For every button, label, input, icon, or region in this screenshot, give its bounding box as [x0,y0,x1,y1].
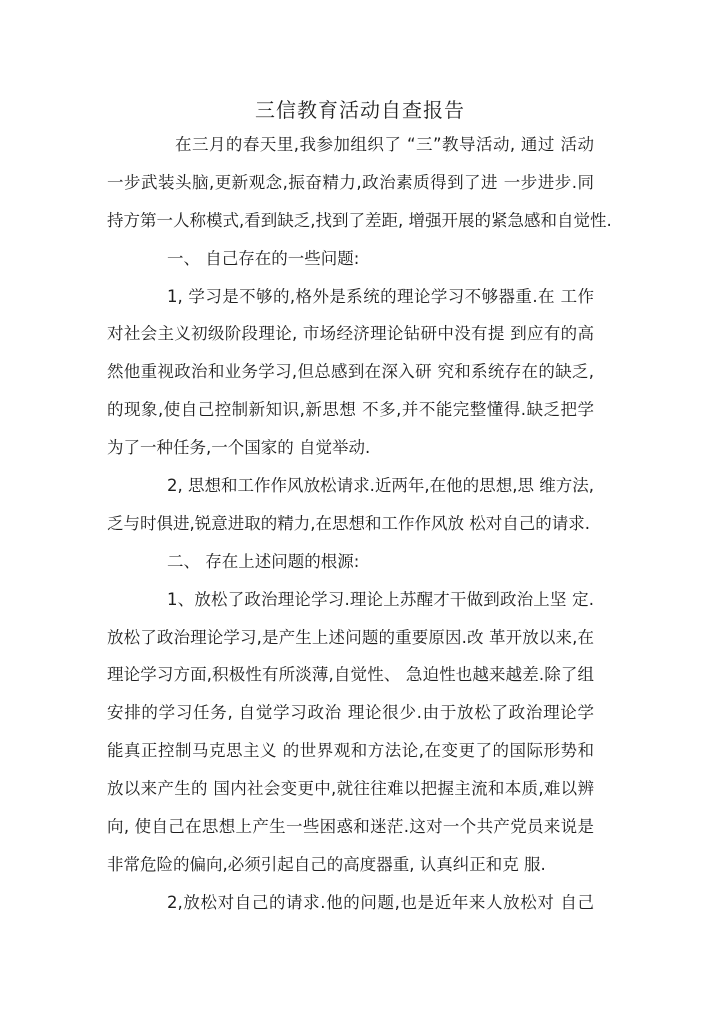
text-line: 2,放松对自己的请求.他的问题,也是近年来人放松对 自己 [167,892,594,912]
text-line: 对社会主义初级阶段理论, 市场经济理论钻研中没有提 到应有的高 [107,324,594,344]
text-line: 为了一种任务,一个国家的 自觉举动. [107,438,371,458]
text-line: 然他重视政治和业务学习,但总感到在深入研 究和系统存在的缺乏, [107,362,594,382]
text-line: 1, 学习是不够的,格外是系统的理论学习不够器重.在 工作 [167,286,594,306]
text-line: 二、 存在上述问题的根源: [167,551,360,571]
text-line: 非常危险的偏向,必须引起自己的高度器重, 认真纠正和克 服. [107,854,546,874]
text-line: 持方第一人称模式,看到缺乏,找到了差距, 增强开展的紧急感和自觉性. [107,210,612,230]
document-title: 三信教育活动自查报告 [255,98,465,122]
text-line: 一、 自己存在的一些问题: [167,248,360,268]
text-line: 在三月的春天里,我参加组织了 “三”教导活动, 通过 活动 [175,135,594,154]
list-item-paragraph [107,884,594,922]
text-line: 向, 使自己在思想上产生一些困惑和迷茫.这对一个共产党员来说是 [107,817,594,837]
list-item-paragraph [107,278,594,467]
section-heading [107,240,594,278]
text-line: 一步武装头脑,更新观念,振奋精力,政治素质得到了进 一步进步.同 [107,172,594,192]
text-line: 安排的学习任务, 自觉学习政治 理论很少.由于放松了政治理论学 [107,703,594,723]
text-line: 1、放松了政治理论学习.理论上苏醒才干做到政治上坚 定. [167,589,594,609]
text-line: 2, 思想和工作作风放松请求.近两年,在他的思想,思 维方法, [167,476,594,496]
text-line: 理论学习方面,积极性有所淡薄,自觉性、 急迫性也越来越差.除了组 [107,665,594,685]
section-heading [107,543,594,581]
text-line: 能真正控制马克思主义 的世界观和方法论,在变更了的国际形势和 [107,741,594,761]
text-line: 放松了政治理论学习,是产生上述问题的重要原因.改 革开放以来,在 [107,627,594,647]
list-item-paragraph [107,467,594,543]
text-line: 的现象,使自己控制新知识,新思想 不多,并不能完整懂得.缺乏把学 [107,400,594,420]
list-item-paragraph [107,581,594,884]
text-line: 乏与时俱进,锐意进取的精力,在思想和工作作风放 松对自己的请求. [107,513,590,533]
paragraph [107,126,612,240]
document-body [107,126,612,922]
text-line: 放以来产生的 国内社会变更中,就往往难以把握主流和本质,难以辨 [107,779,594,799]
